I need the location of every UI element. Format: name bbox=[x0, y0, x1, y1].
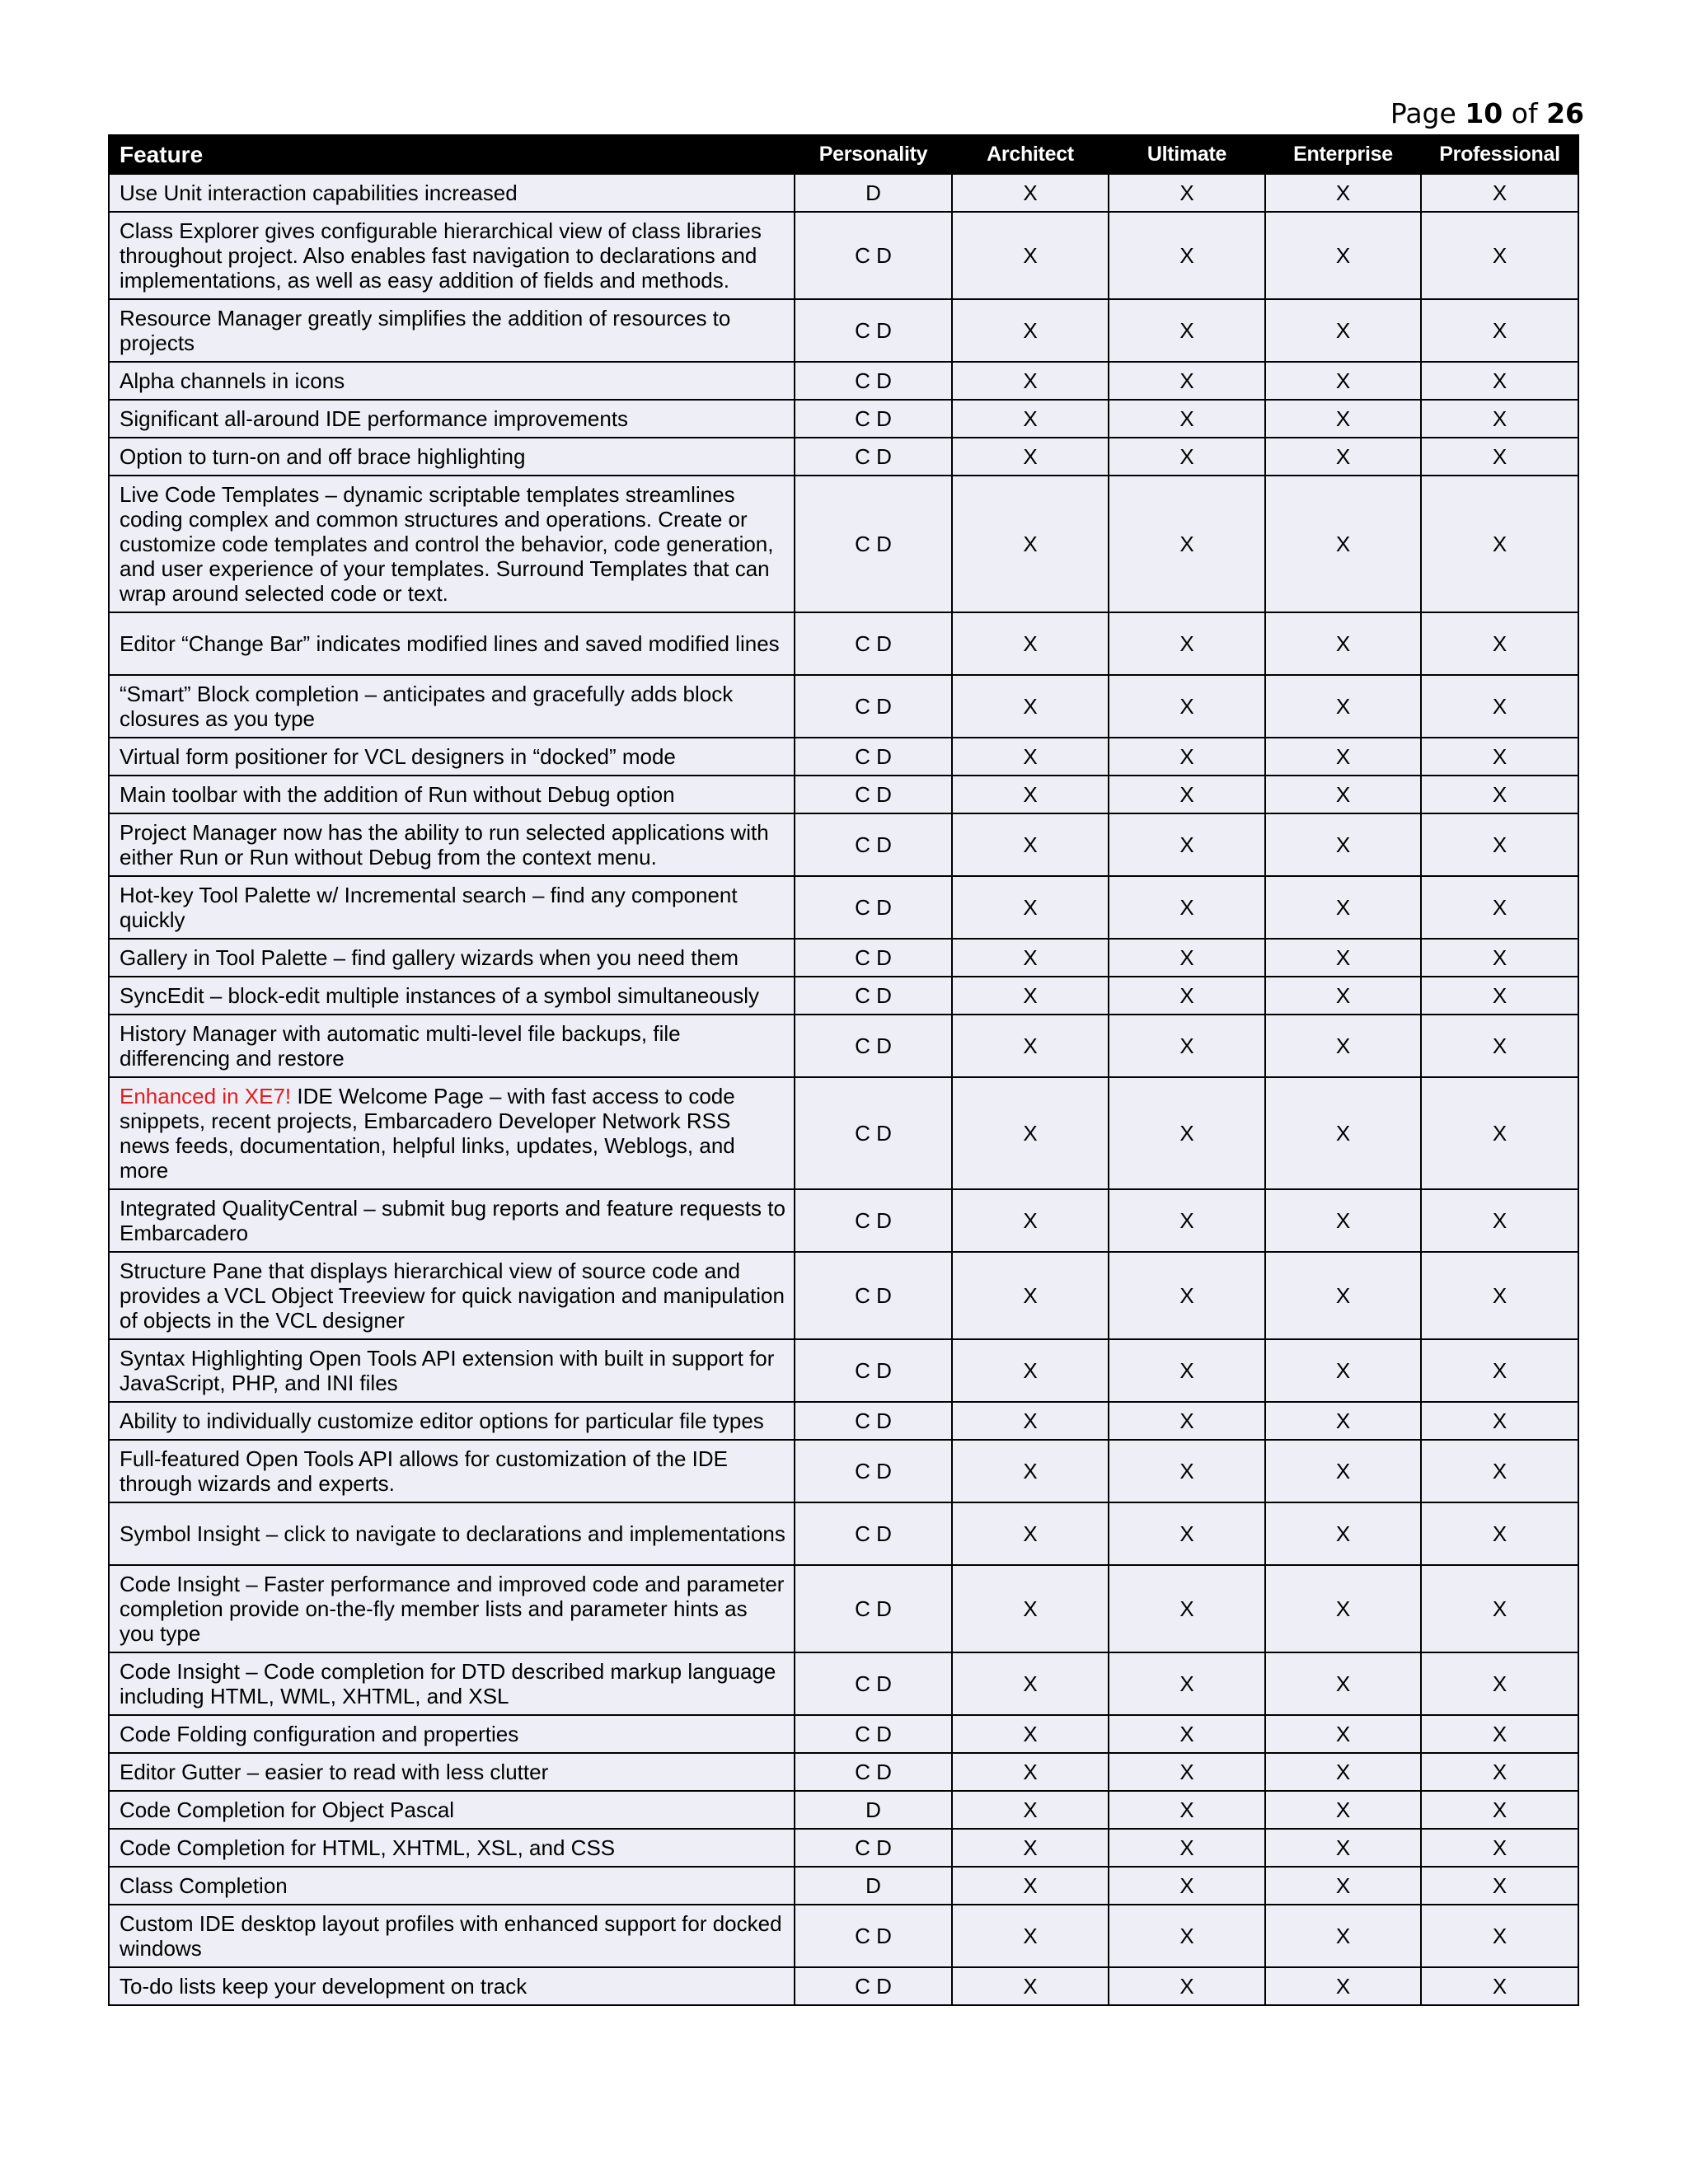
professional-cell: X bbox=[1421, 1565, 1578, 1652]
feature-text: Resource Manager greatly simplifies the addition of resources to projects bbox=[120, 306, 731, 355]
header-personality: Personality bbox=[795, 135, 952, 174]
architect-cell: X bbox=[952, 362, 1109, 400]
personality-cell: C D bbox=[795, 438, 952, 476]
header-feature: Feature bbox=[109, 135, 795, 174]
architect-cell: X bbox=[952, 977, 1109, 1015]
feature-cell bbox=[109, 1565, 795, 1652]
professional-cell: X bbox=[1421, 1252, 1578, 1339]
enterprise-cell: X bbox=[1265, 939, 1421, 977]
professional-cell: X bbox=[1421, 1339, 1578, 1402]
ultimate-cell: X bbox=[1109, 977, 1265, 1015]
feature-cell bbox=[109, 1252, 795, 1339]
personality-cell: D bbox=[795, 1791, 952, 1829]
professional-cell: X bbox=[1421, 1402, 1578, 1440]
ultimate-cell: X bbox=[1109, 1652, 1265, 1715]
table-row bbox=[109, 1440, 1578, 1502]
enterprise-cell: X bbox=[1265, 1015, 1421, 1077]
feature-text: Gallery in Tool Palette – find gallery wizards when you need them bbox=[120, 945, 739, 970]
table-row bbox=[109, 1753, 1578, 1791]
enterprise-cell: X bbox=[1265, 1440, 1421, 1502]
feature-cell bbox=[109, 362, 795, 400]
architect-cell: X bbox=[952, 299, 1109, 362]
enterprise-cell: X bbox=[1265, 1077, 1421, 1189]
personality-cell: C D bbox=[795, 400, 952, 438]
table-row bbox=[109, 1791, 1578, 1829]
enterprise-cell: X bbox=[1265, 1189, 1421, 1252]
table-row bbox=[109, 738, 1578, 776]
table-row bbox=[109, 1252, 1578, 1339]
ultimate-cell: X bbox=[1109, 212, 1265, 299]
professional-cell: X bbox=[1421, 1829, 1578, 1867]
feature-text: Option to turn-on and off brace highlighting bbox=[120, 444, 526, 469]
ultimate-cell: X bbox=[1109, 1189, 1265, 1252]
architect-cell: X bbox=[952, 1502, 1109, 1565]
feature-text: Symbol Insight – click to navigate to declarations and implementations bbox=[120, 1521, 785, 1546]
personality-cell: C D bbox=[795, 1652, 952, 1715]
feature-cell bbox=[109, 776, 795, 813]
feature-text: Code Completion for HTML, XHTML, XSL, and CSS bbox=[120, 1835, 616, 1860]
table-row bbox=[109, 212, 1578, 299]
architect-cell: X bbox=[952, 939, 1109, 977]
architect-cell: X bbox=[952, 1867, 1109, 1905]
feature-text: Code Insight – Faster performance and improved code and parameter completion provide on-the-fly member lists and parameter hints as you type bbox=[120, 1572, 785, 1646]
page-current: 10 bbox=[1465, 97, 1503, 129]
architect-cell: X bbox=[952, 1715, 1109, 1753]
personality-cell: C D bbox=[795, 738, 952, 776]
enterprise-cell: X bbox=[1265, 1905, 1421, 1967]
feature-cell bbox=[109, 939, 795, 977]
feature-cell bbox=[109, 212, 795, 299]
ultimate-cell: X bbox=[1109, 1252, 1265, 1339]
architect-cell: X bbox=[952, 1252, 1109, 1339]
feature-text: To-do lists keep your development on track bbox=[120, 1974, 528, 1999]
personality-cell: C D bbox=[795, 212, 952, 299]
feature-text: Project Manager now has the ability to run selected applications with either Run or Run without Debug from the context menu. bbox=[120, 820, 769, 869]
ultimate-cell: X bbox=[1109, 1565, 1265, 1652]
enterprise-cell: X bbox=[1265, 1967, 1421, 2005]
ultimate-cell: X bbox=[1109, 675, 1265, 738]
feature-cell bbox=[109, 1189, 795, 1252]
professional-cell: X bbox=[1421, 1189, 1578, 1252]
professional-cell: X bbox=[1421, 1867, 1578, 1905]
enterprise-cell: X bbox=[1265, 438, 1421, 476]
table-row bbox=[109, 1189, 1578, 1252]
architect-cell: X bbox=[952, 1967, 1109, 2005]
architect-cell: X bbox=[952, 212, 1109, 299]
architect-cell: X bbox=[952, 1753, 1109, 1791]
table-header-row bbox=[109, 135, 1578, 174]
ultimate-cell: X bbox=[1109, 612, 1265, 675]
personality-cell: C D bbox=[795, 1715, 952, 1753]
enterprise-cell: X bbox=[1265, 738, 1421, 776]
ultimate-cell: X bbox=[1109, 1715, 1265, 1753]
feature-cell bbox=[109, 1077, 795, 1189]
feature-cell bbox=[109, 476, 795, 612]
ultimate-cell: X bbox=[1109, 438, 1265, 476]
table-row bbox=[109, 876, 1578, 939]
ultimate-cell: X bbox=[1109, 1905, 1265, 1967]
table-row bbox=[109, 1715, 1578, 1753]
enterprise-cell: X bbox=[1265, 400, 1421, 438]
personality-cell: C D bbox=[795, 1189, 952, 1252]
table-row bbox=[109, 1905, 1578, 1967]
professional-cell: X bbox=[1421, 939, 1578, 977]
enterprise-cell: X bbox=[1265, 1565, 1421, 1652]
table-row bbox=[109, 1967, 1578, 2005]
ultimate-cell: X bbox=[1109, 1077, 1265, 1189]
table-row bbox=[109, 776, 1578, 813]
feature-cell bbox=[109, 438, 795, 476]
table-row bbox=[109, 813, 1578, 876]
professional-cell: X bbox=[1421, 977, 1578, 1015]
architect-cell: X bbox=[952, 738, 1109, 776]
table-row bbox=[109, 1077, 1578, 1189]
architect-cell: X bbox=[952, 438, 1109, 476]
enterprise-cell: X bbox=[1265, 1829, 1421, 1867]
table-row bbox=[109, 1867, 1578, 1905]
feature-text: Editor Gutter – easier to read with less clutter bbox=[120, 1760, 549, 1784]
personality-cell: C D bbox=[795, 1077, 952, 1189]
ultimate-cell: X bbox=[1109, 738, 1265, 776]
personality-cell: C D bbox=[795, 939, 952, 977]
personality-cell: C D bbox=[795, 1502, 952, 1565]
feature-cell bbox=[109, 1402, 795, 1440]
professional-cell: X bbox=[1421, 174, 1578, 212]
personality-cell: C D bbox=[795, 1967, 952, 2005]
feature-cell bbox=[109, 299, 795, 362]
architect-cell: X bbox=[952, 1402, 1109, 1440]
table-row bbox=[109, 977, 1578, 1015]
professional-cell: X bbox=[1421, 476, 1578, 612]
feature-cell bbox=[109, 1829, 795, 1867]
personality-cell: C D bbox=[795, 299, 952, 362]
ultimate-cell: X bbox=[1109, 1440, 1265, 1502]
architect-cell: X bbox=[952, 675, 1109, 738]
architect-cell: X bbox=[952, 813, 1109, 876]
ultimate-cell: X bbox=[1109, 400, 1265, 438]
architect-cell: X bbox=[952, 1440, 1109, 1502]
personality-cell: C D bbox=[795, 1402, 952, 1440]
professional-cell: X bbox=[1421, 1652, 1578, 1715]
professional-cell: X bbox=[1421, 738, 1578, 776]
table-row bbox=[109, 1502, 1578, 1565]
table-row bbox=[109, 438, 1578, 476]
feature-text: Code Completion for Object Pascal bbox=[120, 1797, 455, 1822]
feature-cell bbox=[109, 977, 795, 1015]
feature-cell bbox=[109, 1905, 795, 1967]
personality-cell: C D bbox=[795, 1252, 952, 1339]
enterprise-cell: X bbox=[1265, 476, 1421, 612]
architect-cell: X bbox=[952, 1565, 1109, 1652]
enterprise-cell: X bbox=[1265, 675, 1421, 738]
feature-text: SyncEdit – block-edit multiple instances of a symbol simultaneously bbox=[120, 983, 760, 1008]
enterprise-cell: X bbox=[1265, 299, 1421, 362]
enterprise-cell: X bbox=[1265, 1402, 1421, 1440]
header-architect: Architect bbox=[952, 135, 1109, 174]
professional-cell: X bbox=[1421, 1905, 1578, 1967]
feature-cell bbox=[109, 1440, 795, 1502]
feature-cell bbox=[109, 1652, 795, 1715]
feature-cell bbox=[109, 876, 795, 939]
table-row bbox=[109, 1015, 1578, 1077]
professional-cell: X bbox=[1421, 1791, 1578, 1829]
personality-cell: C D bbox=[795, 977, 952, 1015]
personality-cell: C D bbox=[795, 476, 952, 612]
feature-cell bbox=[109, 1715, 795, 1753]
enterprise-cell: X bbox=[1265, 813, 1421, 876]
table-row bbox=[109, 675, 1578, 738]
ultimate-cell: X bbox=[1109, 299, 1265, 362]
architect-cell: X bbox=[952, 612, 1109, 675]
professional-cell: X bbox=[1421, 1502, 1578, 1565]
feature-text: Syntax Highlighting Open Tools API extension with built in support for JavaScript, PHP, and INI files bbox=[120, 1346, 775, 1395]
table-row bbox=[109, 400, 1578, 438]
architect-cell: X bbox=[952, 876, 1109, 939]
feature-cell bbox=[109, 1967, 795, 2005]
architect-cell: X bbox=[952, 476, 1109, 612]
feature-text: History Manager with automatic multi-level file backups, file differencing and restore bbox=[120, 1021, 681, 1071]
professional-cell: X bbox=[1421, 299, 1578, 362]
header-professional: Professional bbox=[1421, 135, 1578, 174]
table-row bbox=[109, 1652, 1578, 1715]
enterprise-cell: X bbox=[1265, 1502, 1421, 1565]
professional-cell: X bbox=[1421, 1753, 1578, 1791]
professional-cell: X bbox=[1421, 612, 1578, 675]
feature-text: Significant all-around IDE performance improvements bbox=[120, 406, 629, 431]
enterprise-cell: X bbox=[1265, 1252, 1421, 1339]
feature-text: Alpha channels in icons bbox=[120, 368, 345, 393]
feature-text: Full-featured Open Tools API allows for customization of the IDE through wizards and experts. bbox=[120, 1446, 728, 1496]
enterprise-cell: X bbox=[1265, 1791, 1421, 1829]
professional-cell: X bbox=[1421, 675, 1578, 738]
architect-cell: X bbox=[952, 776, 1109, 813]
feature-text: Hot-key Tool Palette w/ Incremental search – find any component quickly bbox=[120, 883, 738, 932]
professional-cell: X bbox=[1421, 1715, 1578, 1753]
table-row bbox=[109, 612, 1578, 675]
architect-cell: X bbox=[952, 1652, 1109, 1715]
feature-text: IDE Welcome Page – with fast access to code snippets, recent projects, Embarcadero Developer Network RSS news feeds, documentation, helpful links, updates, Weblogs, and more bbox=[120, 1084, 735, 1183]
ultimate-cell: X bbox=[1109, 1753, 1265, 1791]
personality-cell: C D bbox=[795, 776, 952, 813]
feature-cell bbox=[109, 675, 795, 738]
professional-cell: X bbox=[1421, 1077, 1578, 1189]
feature-text: Code Folding configuration and properties bbox=[120, 1722, 519, 1746]
professional-cell: X bbox=[1421, 1440, 1578, 1502]
feature-cell bbox=[109, 1015, 795, 1077]
personality-cell: C D bbox=[795, 1565, 952, 1652]
feature-text: Virtual form positioner for VCL designers in “docked” mode bbox=[120, 744, 676, 769]
feature-text: Live Code Templates – dynamic scriptable templates streamlines coding complex and common structures and operations. Create or customize code templates and control the behavior, code generation, and user experience of your templates. Surround Templates that can wrap around selected code or text. bbox=[120, 482, 774, 606]
table-row bbox=[109, 174, 1578, 212]
ultimate-cell: X bbox=[1109, 1791, 1265, 1829]
feature-text: Class Explorer gives configurable hierarchical view of class libraries throughout project. Also enables fast navigation to declarations and implementations, as well as easy addition of fields and methods. bbox=[120, 218, 762, 293]
table-row bbox=[109, 1402, 1578, 1440]
table-row bbox=[109, 1565, 1578, 1652]
table-row bbox=[109, 939, 1578, 977]
feature-cell bbox=[109, 1791, 795, 1829]
architect-cell: X bbox=[952, 400, 1109, 438]
ultimate-cell: X bbox=[1109, 476, 1265, 612]
ultimate-cell: X bbox=[1109, 1402, 1265, 1440]
ultimate-cell: X bbox=[1109, 813, 1265, 876]
professional-cell: X bbox=[1421, 1967, 1578, 2005]
feature-cell bbox=[109, 1867, 795, 1905]
enterprise-cell: X bbox=[1265, 174, 1421, 212]
feature-cell bbox=[109, 400, 795, 438]
ultimate-cell: X bbox=[1109, 1967, 1265, 2005]
feature-text: Code Insight – Code completion for DTD described markup language including HTML, WML, XHTML, and XSL bbox=[120, 1659, 776, 1708]
professional-cell: X bbox=[1421, 813, 1578, 876]
professional-cell: X bbox=[1421, 1015, 1578, 1077]
personality-cell: C D bbox=[795, 813, 952, 876]
header-ultimate: Ultimate bbox=[1109, 135, 1265, 174]
table-row bbox=[109, 362, 1578, 400]
feature-cell bbox=[109, 174, 795, 212]
page-label: Page bbox=[1390, 97, 1456, 129]
ultimate-cell: X bbox=[1109, 1015, 1265, 1077]
architect-cell: X bbox=[952, 174, 1109, 212]
ultimate-cell: X bbox=[1109, 174, 1265, 212]
personality-cell: C D bbox=[795, 675, 952, 738]
personality-cell: C D bbox=[795, 1753, 952, 1791]
enterprise-cell: X bbox=[1265, 1715, 1421, 1753]
personality-cell: C D bbox=[795, 876, 952, 939]
architect-cell: X bbox=[952, 1015, 1109, 1077]
page-number bbox=[1390, 97, 1584, 129]
architect-cell: X bbox=[952, 1339, 1109, 1402]
architect-cell: X bbox=[952, 1829, 1109, 1867]
professional-cell: X bbox=[1421, 876, 1578, 939]
enterprise-cell: X bbox=[1265, 362, 1421, 400]
ultimate-cell: X bbox=[1109, 1867, 1265, 1905]
professional-cell: X bbox=[1421, 212, 1578, 299]
personality-cell: D bbox=[795, 174, 952, 212]
feature-text: Integrated QualityCentral – submit bug reports and feature requests to Embarcadero bbox=[120, 1196, 785, 1245]
ultimate-cell: X bbox=[1109, 1339, 1265, 1402]
professional-cell: X bbox=[1421, 400, 1578, 438]
architect-cell: X bbox=[952, 1189, 1109, 1252]
page-of: of bbox=[1511, 97, 1538, 129]
feature-text: “Smart” Block completion – anticipates and gracefully adds block closures as you type bbox=[120, 682, 734, 731]
feature-cell bbox=[109, 1339, 795, 1402]
feature-cell bbox=[109, 612, 795, 675]
header-enterprise: Enterprise bbox=[1265, 135, 1421, 174]
table-row bbox=[109, 1339, 1578, 1402]
feature-text: Editor “Change Bar” indicates modified lines and saved modified lines bbox=[120, 631, 780, 656]
feature-text: Class Completion bbox=[120, 1873, 288, 1898]
architect-cell: X bbox=[952, 1077, 1109, 1189]
enterprise-cell: X bbox=[1265, 977, 1421, 1015]
feature-text: Custom IDE desktop layout profiles with enhanced support for docked windows bbox=[120, 1911, 782, 1961]
professional-cell: X bbox=[1421, 438, 1578, 476]
table-row bbox=[109, 476, 1578, 612]
enterprise-cell: X bbox=[1265, 876, 1421, 939]
ultimate-cell: X bbox=[1109, 1829, 1265, 1867]
feature-cell bbox=[109, 813, 795, 876]
feature-cell bbox=[109, 1753, 795, 1791]
architect-cell: X bbox=[952, 1905, 1109, 1967]
enterprise-cell: X bbox=[1265, 212, 1421, 299]
enterprise-cell: X bbox=[1265, 1753, 1421, 1791]
table-row bbox=[109, 1829, 1578, 1867]
personality-cell: C D bbox=[795, 1339, 952, 1402]
ultimate-cell: X bbox=[1109, 776, 1265, 813]
feature-text: Structure Pane that displays hierarchical view of source code and provides a VCL Object Treeview for quick navigation and manipulation of objects in the VCL designer bbox=[120, 1258, 785, 1333]
enterprise-cell: X bbox=[1265, 1652, 1421, 1715]
personality-cell: C D bbox=[795, 1905, 952, 1967]
personality-cell: C D bbox=[795, 1440, 952, 1502]
ultimate-cell: X bbox=[1109, 939, 1265, 977]
personality-cell: D bbox=[795, 1867, 952, 1905]
feature-cell bbox=[109, 1502, 795, 1565]
architect-cell: X bbox=[952, 1791, 1109, 1829]
enterprise-cell: X bbox=[1265, 776, 1421, 813]
page-total: 26 bbox=[1546, 97, 1584, 129]
table-row bbox=[109, 299, 1578, 362]
feature-cell bbox=[109, 738, 795, 776]
personality-cell: C D bbox=[795, 1829, 952, 1867]
personality-cell: C D bbox=[795, 1015, 952, 1077]
professional-cell: X bbox=[1421, 362, 1578, 400]
table-body bbox=[109, 174, 1578, 2005]
personality-cell: C D bbox=[795, 362, 952, 400]
ultimate-cell: X bbox=[1109, 1502, 1265, 1565]
enterprise-cell: X bbox=[1265, 1339, 1421, 1402]
feature-text: Ability to individually customize editor options for particular file types bbox=[120, 1408, 764, 1433]
ultimate-cell: X bbox=[1109, 362, 1265, 400]
feature-table bbox=[108, 134, 1579, 2006]
feature-text: Main toolbar with the addition of Run without Debug option bbox=[120, 782, 675, 807]
enterprise-cell: X bbox=[1265, 1867, 1421, 1905]
enterprise-cell: X bbox=[1265, 612, 1421, 675]
highlight-badge: Enhanced in XE7! bbox=[120, 1084, 292, 1108]
ultimate-cell: X bbox=[1109, 876, 1265, 939]
feature-text: Use Unit interaction capabilities increased bbox=[120, 180, 518, 205]
professional-cell: X bbox=[1421, 776, 1578, 813]
personality-cell: C D bbox=[795, 612, 952, 675]
